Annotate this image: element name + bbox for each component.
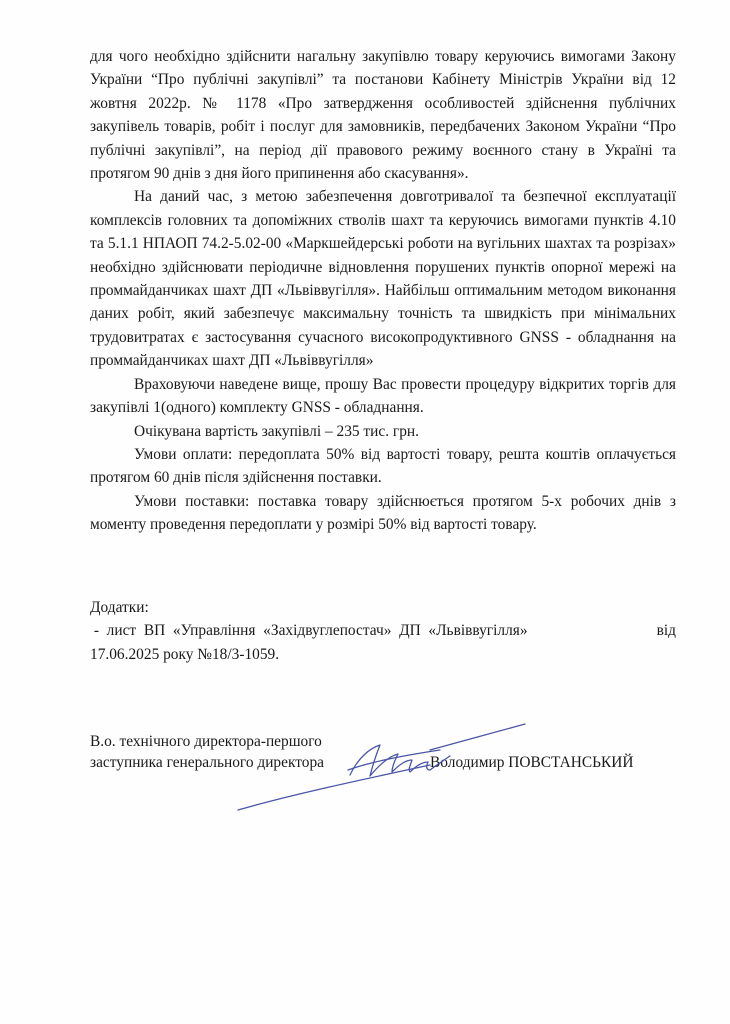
paragraph-request: Враховуючи наведене вище, прошу Вас провести процедуру відкритих торгів для закупівлі 1(одного) комплекту GNSS - обладнання.: [90, 375, 676, 417]
signatory-title-line2: заступника генерального директора: [90, 754, 324, 771]
paragraph-payment-terms: Умови оплати: передоплата 50% від вартості товару, решта коштів оплачується протягом 60 днів після здійснення поставки.: [90, 445, 676, 487]
attachment-item-text: - лист ВП «Управління «Західвуглепостач» ДП «Львіввугілля»: [90, 622, 528, 640]
attachment-item: [90, 619, 676, 642]
paragraph-justification: На даний час, з метою забезпечення довготривалої та безпечної експлуатації комплексів головних та допоміжних стволів шахт та керуючись вимогами пунктів 4.10 та 5.1.1 НПАОП 74.2-5.02-00 «Маркшейдерські роботи на вугільних шахтах та розрізах» необхідно здійснювати періодичне відновлення порушених пунктів опорної мережі на проммайданчиках шахт ДП «Львіввугілля». Найбільш оптимальним методом виконання даних робіт, який забезпечує максимальну точність та швидкість при мінімальних трудовитратах є застосування сучасного високопродуктивного GNSS - обладнання на проммайданчиках шахт ДП «Львіввугілля»: [90, 188, 676, 370]
signature-top-stroke: [430, 724, 525, 750]
signatory-title-line1: В.о. технічного директора-першого: [90, 733, 322, 750]
attachments-heading: Додатки:: [90, 599, 149, 616]
attachment-item-from: від: [656, 622, 676, 640]
paragraph-delivery-terms: Умови поставки: поставка товару здійснюється протягом 5-х робочих днів з моменту проведення передоплати у розмірі 50% від вартості товару.: [90, 492, 676, 534]
attachment-item-date: 17.06.2025 року №18/3-1059.: [90, 645, 280, 663]
signatory-name: Володимир ПОВСТАНСЬКИЙ: [430, 754, 634, 771]
paragraph-procurement-basis: для чого необхідно здійснити нагальну закупівлю товару керуючись вимогами Закону України “Про публічні закупівлі” та постанови Кабінету Міністрів України від 12 жовтня 2022р. № 1178 «Про затвердження особливостей здійснення публічних закупівель товарів, робіт і послуг для замовників, передбачених Законом України “Про публічні закупівлі”, на період дії правового режиму воєнного стану в Україні та протягом 90 днів з дня його припинення або скасування».: [90, 48, 676, 183]
paragraph-expected-cost: Очікувана вартість закупівлі – 235 тис. грн.: [134, 422, 420, 440]
letter-body: [90, 45, 676, 537]
signature-underline-stroke: [238, 765, 430, 810]
attachments-section: [90, 596, 676, 666]
handwritten-signature: [230, 720, 530, 820]
